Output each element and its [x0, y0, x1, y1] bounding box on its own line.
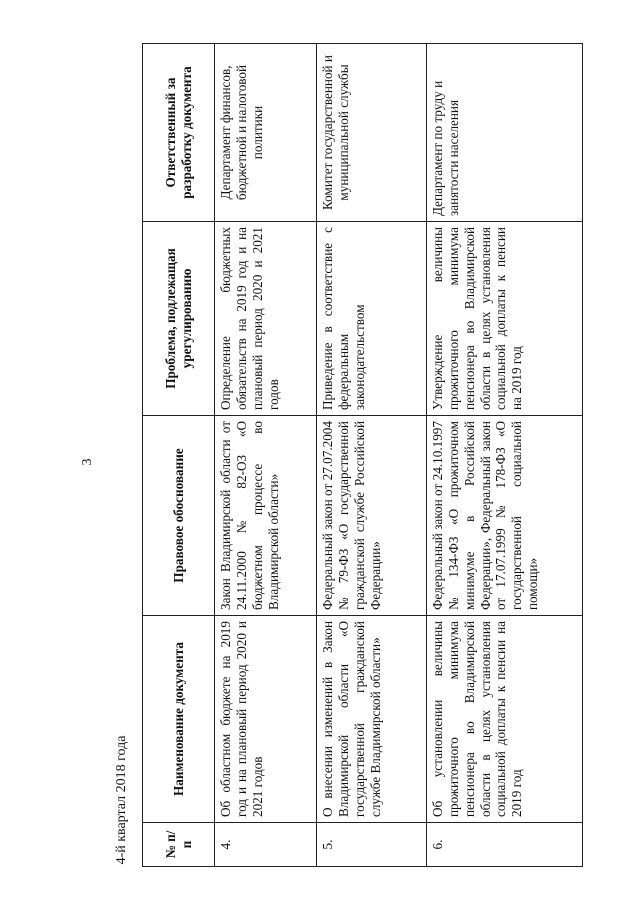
- header-responsible: Ответственный за разработку документа: [143, 44, 215, 222]
- document-name: Об установлении величины прожиточного минимума пенсионера во Владимирской области в целях установления социальной доплаты к пенсии на 2019 год: [427, 616, 583, 823]
- document-name: Об областном бюджете на 2019 год и на плановый период 2020 и 2021 годов: [215, 616, 317, 823]
- header-problem: Проблема, подлежащая урегулированию: [143, 222, 215, 416]
- legal-basis: Федеральный закон от 27.07.2004 № 79-ФЗ «О государственной гражданской службе Российской Федерации»: [317, 416, 427, 616]
- header-name: Наименование документа: [143, 616, 215, 823]
- page-number: 3: [80, 458, 95, 466]
- plan-table-rotated: [142, 44, 582, 867]
- table-row: [215, 44, 317, 867]
- row-number: 6.: [427, 823, 583, 867]
- problem-description: Определение бюджетных обязательств на 2019 год и на плановый период 2020 и 2021 годов: [215, 222, 317, 416]
- table-header-row: [143, 44, 215, 867]
- table-row: [427, 44, 583, 867]
- legal-basis: Закон Владимирской области от 24.11.2000 № 82-ОЗ «О бюджетном процессе во Владимирской области»: [215, 416, 317, 616]
- document-name: О внесении изменений в Закон Владимирской области «О государственной гражданской службе Владимирской области»: [317, 616, 427, 823]
- plan-table-wrapper: [142, 44, 582, 867]
- responsible-body: Департамент финансов, бюджетной и налоговой политики: [215, 44, 317, 222]
- responsible-body: Комитет государственной и муниципальной службы: [317, 44, 427, 222]
- problem-description: Утверждение величины прожиточного минимума пенсионера во Владимирской области в целях установления социальной доплаты к пенсии на 2019 год: [427, 222, 583, 416]
- header-num: № п/п: [143, 823, 215, 867]
- quarter-label: 4-й квартал 2018 года: [114, 735, 129, 865]
- responsible-body: Департамент по труду и занятости населения: [427, 44, 583, 222]
- row-number: 4.: [215, 823, 317, 867]
- problem-description: Приведение в соответствие с федеральным законодательством: [317, 222, 427, 416]
- legal-basis: Федеральный закон от 24.10.1997 № 134-ФЗ «О прожиточном минимуме в Российской Федерации», Федеральный закон от 17.07.1999 № 178-ФЗ «О государственной социальной помощи»: [427, 416, 583, 616]
- table-row: [317, 44, 427, 867]
- header-basis: Правовое обоснование: [143, 416, 215, 616]
- plan-table: [142, 43, 583, 867]
- row-number: 5.: [317, 823, 427, 867]
